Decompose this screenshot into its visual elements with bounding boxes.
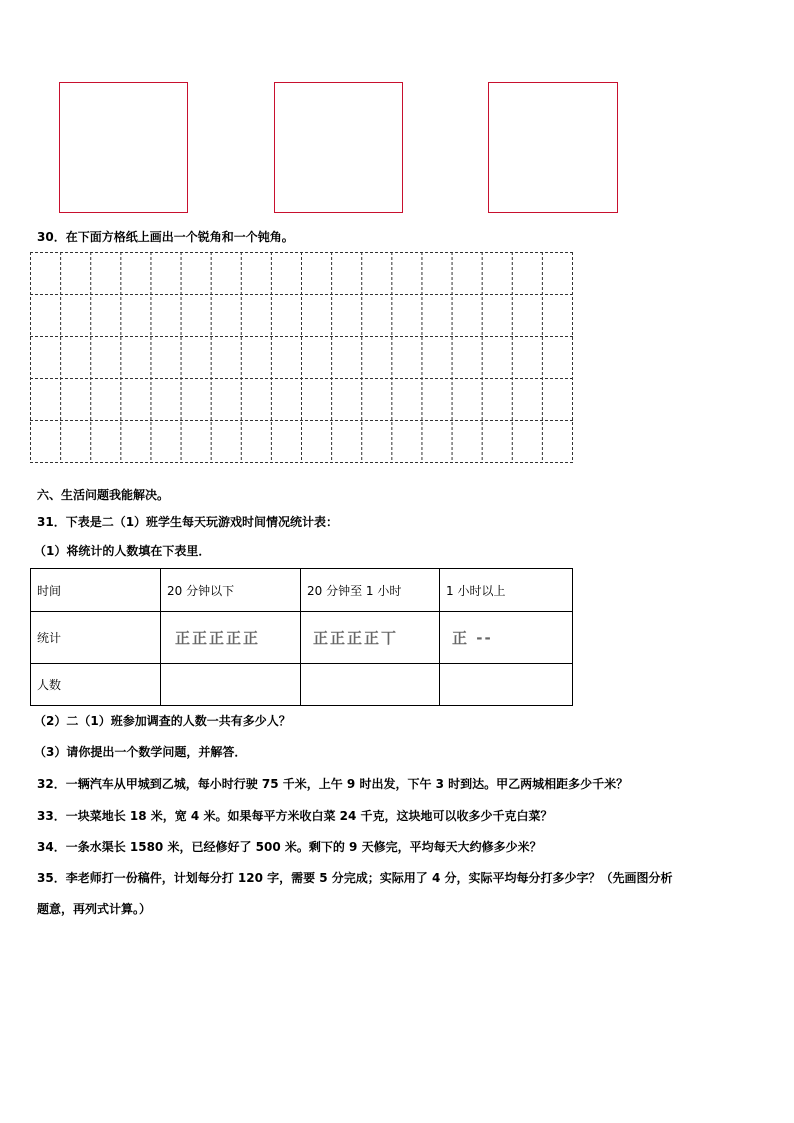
answer-box-2 <box>274 82 403 213</box>
question-31-part-3: （3）请你提出一个数学问题，并解答． <box>34 745 247 759</box>
header-20min-1h: 20 分钟至 1 小时 <box>301 569 440 612</box>
tally-marks: 正正正正丅 <box>313 629 399 647</box>
tally-over-1h <box>440 612 573 664</box>
section-6-title: 六、生活问题我能解决。 <box>37 488 170 502</box>
question-33: 33．一块菜地长 18 米，宽 4 米。如果每平方米收白菜 24 千克，这块地可以收多少千克白菜？ <box>37 809 553 823</box>
question-31-part-2: （2）二（1）班参加调查的人数一共有多少人？ <box>34 714 291 728</box>
tally-under-20min <box>161 612 301 664</box>
count-20min-1h[interactable] <box>301 664 440 706</box>
row-label-tally: 统计 <box>31 612 161 664</box>
count-over-1h[interactable] <box>440 664 573 706</box>
question-30: 30．在下面方格纸上画出一个锐角和一个钝角。 <box>37 230 294 244</box>
tally-table <box>30 568 573 706</box>
tally-marks: 正正正正正 <box>175 629 261 647</box>
question-31: 31．下表是二（1）班学生每天玩游戏时间情况统计表： <box>37 515 339 529</box>
tally-marks: 正 -- <box>452 629 493 647</box>
question-32: 32．一辆汽车从甲城到乙城，每小时行驶 75 千米，上午 9 时出发，下午 3 时到达。甲乙两城相距多少千米？ <box>37 777 629 791</box>
answer-box-1 <box>59 82 188 213</box>
answer-box-3 <box>488 82 618 213</box>
tally-20min-1h <box>301 612 440 664</box>
question-31-part-1: （1）将统计的人数填在下表里． <box>34 544 211 558</box>
header-under-20min: 20 分钟以下 <box>161 569 301 612</box>
count-under-20min[interactable] <box>161 664 301 706</box>
question-35-line-1: 35．李老师打一份稿件，计划每分打 120 字，需要 5 分完成；实际用了 4 分，实际平均每分打多少字？（先画图分析 <box>37 871 673 885</box>
question-35-line-2: 题意，再列式计算。） <box>37 902 152 916</box>
question-34: 34．一条水渠长 1580 米，已经修好了 500 米。剩下的 9 天修完，平均每天大约修多少米？ <box>37 840 542 854</box>
header-over-1h: 1 小时以上 <box>440 569 573 612</box>
row-label-count: 人数 <box>31 664 161 706</box>
header-time: 时间 <box>31 569 161 612</box>
grid-paper <box>30 252 573 463</box>
